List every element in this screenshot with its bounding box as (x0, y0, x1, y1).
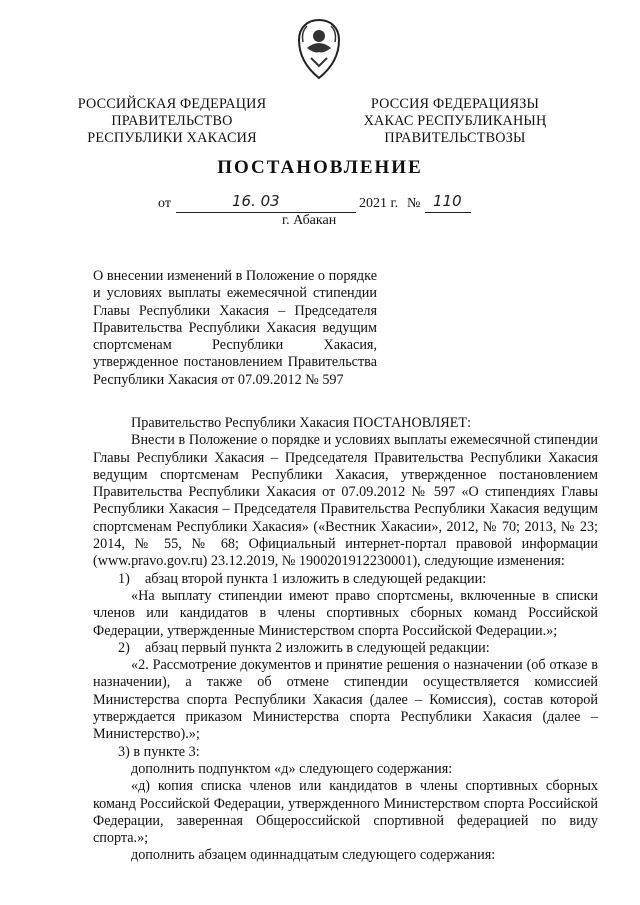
subject-line-7: Республики Хакасия от 07.09.2012 № 597 (93, 371, 344, 388)
coat-of-arms-emblem (293, 18, 345, 80)
header-right-line-2: ХАКАС РЕСПУБЛИКАНЫҢ (363, 113, 547, 129)
amendment-paragraph: Внести в Положение о порядке и условиях выплаты ежемесячной стипендии Главы Республики Хакасия – Председателя Правительства Республики Хакасия ведущим спортсменам Республики Хакасия, утвержденное постановлением Правительства Республики Хакасия от 07.09.2012 № 597 «О стипендиях Главы Республики Хакасия – Председателя Правительства Республики Хакасия ведущим спортсменам Республики Хакасия» («Вестник Хакасии», 2012, № 70; 2013, № 23; 2014, № 55, № 68; Официальный интернет-портал правовой информации (www.pravo.gov.ru) 23.12.2019, № 1900201912230001), следующие изменения: (93, 432, 598, 570)
header-left-block (68, 96, 276, 147)
subject-line-3: Главы Республики Хакасия – Председателя (93, 302, 377, 319)
header-right-line-3: ПРАВИТЕЛЬСТВОЗЫ (384, 130, 526, 146)
header-right-block (344, 96, 566, 147)
resolution-intro: Правительство Республики Хакасия ПОСТАНОВЛЯЕТ: (131, 415, 472, 431)
handwritten-number: 110 (433, 192, 462, 210)
item-1-quote: «На выплату стипендии имеют право спортсмены, включенные в списки членов или кандидатов в члены спортивных сборных команд Российской Федерации, утвержденные Министерством спорта Российской Федерации.»; (93, 587, 598, 639)
header-left-line-1: РОССИЙСКАЯ ФЕДЕРАЦИЯ (77, 96, 267, 112)
date-prefix: от (158, 196, 171, 211)
subject-block (93, 268, 377, 389)
document-year: 2021 г. (359, 196, 399, 211)
handwritten-date: 16. 03 (232, 192, 280, 210)
item-1-text: абзац второй пункта 1 изложить в следующей редакции: (145, 570, 487, 587)
subject-line-5: спортсменам Республики Хакасия, (93, 337, 377, 354)
item-2 (93, 640, 598, 657)
city-name: г. Абакан (282, 213, 337, 228)
document-title: ПОСТАНОВЛЕНИЕ (217, 157, 423, 178)
item-1 (93, 571, 598, 588)
subject-line-4: Правительства Республики Хакасия ведущим (93, 319, 377, 336)
number-sign: № (407, 196, 421, 211)
item-1-number: 1) (118, 570, 130, 587)
subject-line-1: О внесении изменений в Положение о порядке (93, 268, 377, 284)
item-3-paragraph-intro: дополнить абзацем одиннадцатым следующего содержания: (131, 847, 496, 864)
number-underline (425, 212, 471, 213)
item-2-number: 2) (118, 639, 130, 656)
subject-line-2: и условиях выплаты ежемесячной стипендии (93, 285, 377, 302)
header-right-line-1: РОССИЯ ФЕДЕРАЦИЯЗЫ (370, 96, 540, 112)
item-2-quote: «2. Рассмотрение документов и принятие решения о назначении (об отказе в назначении), а также об отмене стипендии осуществляется комиссией Министерства спорта Республики Хакасия (далее – Комиссия), состав которой утверждается приказом Министерства спорта Республики Хакасия (далее – Министерство).»; (93, 657, 598, 743)
item-3: 3) в пункте 3: (118, 743, 200, 760)
document-body (93, 415, 598, 865)
item-3-subpoint-quote: «д) копия списка членов или кандидатов в члены спортивных сборных команд Российской Федерации, утвержденного Министерством спорта Российской Федерации, заверенная Общероссийской спортивной федерацией по виду спорта.»; (93, 778, 598, 847)
header-left-line-3: РЕСПУБЛИКИ ХАКАСИЯ (87, 130, 257, 146)
header-left-line-2: ПРАВИТЕЛЬСТВО (111, 113, 233, 129)
subject-line-6: утвержденное постановлением Правительства (93, 354, 377, 371)
item-2-text: абзац первый пункта 2 изложить в следующей редакции: (145, 639, 490, 656)
item-3-subpoint-intro: дополнить подпунктом «д» следующего содержания: (131, 760, 453, 777)
